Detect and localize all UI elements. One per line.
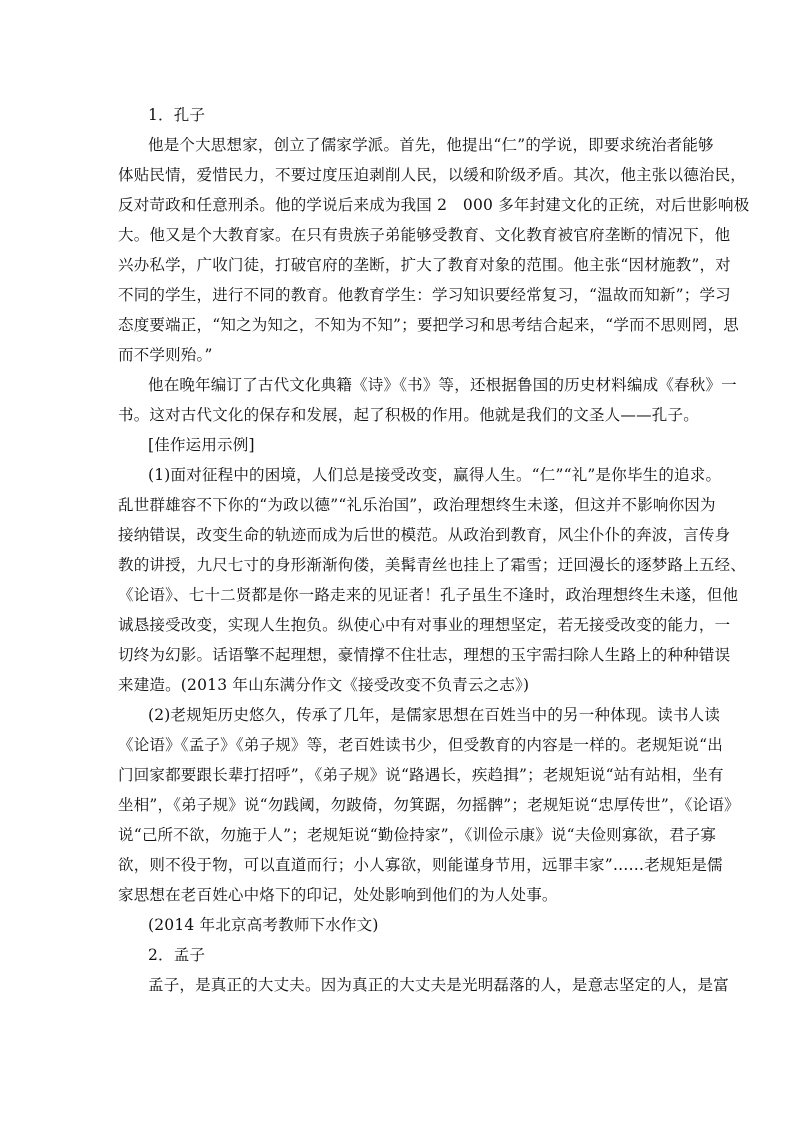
paragraph-line: 书。这对古代文化的保存和发展，起了积极的作用。他就是我们的文圣人——孔子。 <box>118 406 699 424</box>
paragraph-line: 兴办私学，广收门徒，打破官府的垄断，扩大了教育对象的范围。他主张“因材施教”，对 <box>118 256 731 274</box>
paragraph-line: 而不学则殆。” <box>118 346 213 364</box>
paragraph-line: 他是个大思想家，创立了儒家学派。首先，他提出“仁”的学说，即要求统治者能够 <box>148 136 714 154</box>
paragraph-line: 说“己所不欲，勿施于人”；老规矩说“勤俭持家”，《训俭示康》说“夫俭则寡欲，君子寡 <box>118 826 717 844</box>
paragraph-line: 他在晚年编订了古代文化典籍《诗》《书》等，还根据鲁国的历史材料编成《春秋》一 <box>148 376 737 394</box>
section-heading-confucius: 1．孔子 <box>148 106 206 124</box>
paragraph-line: 欲，则不役于物，可以直道而行；小人寡欲，则能谨身节用，远罪丰家”……老规矩是儒 <box>118 856 723 874</box>
example-heading: [佳作运用示例] <box>148 436 255 454</box>
paragraph-line: 大。他又是个大教育家。在只有贵族子弟能够受教育、文化教育被官府垄断的情况下，他 <box>118 226 731 244</box>
paragraph-line: 切终为幻影。话语擎不起理想，豪情撑不住壮志，理想的玉宇需扫除人生路上的种种错误 <box>118 646 731 664</box>
paragraph-line: 《论语》、七十二贤都是你一路走来的见证者！孔子虽生不逢时，政治理想终生未遂，但他 <box>118 586 739 604</box>
paragraph-line: 不同的学生，进行不同的教育。他教育学生：学习知识要经常复习，“温故而知新”；学习 <box>118 286 731 304</box>
paragraph-line: 孟子，是真正的大丈夫。因为真正的大丈夫是光明磊落的人，是意志坚定的人，是富 <box>148 976 729 994</box>
paragraph-line: 态度要端正，“知之为知之，不知为不知”；要把学习和思考结合起来，“学而不思则罔，思 <box>118 316 739 334</box>
paragraph-line: 反对苛政和任意刑杀。他的学说后来成为我国 2 000 多年封建文化的正统，对后世影响极 <box>118 196 750 214</box>
paragraph-line: 坐相”，《弟子规》说“勿践阈，勿跛倚，勿箕踞，勿摇髀”；老规矩说“忠厚传世”，《论语》 <box>118 796 740 814</box>
paragraph-line: 诚恳接受改变，实现人生抱负。纵使心中有对事业的理想坚定，若无接受改变的能力，一 <box>118 616 731 634</box>
paragraph-line: 门回家都要跟长辈打招呼”，《弟子规》说“路遇长，疾趋揖”；老规矩说“站有站相，坐有 <box>118 766 724 784</box>
paragraph-line: 体贴民情，爱惜民力，不要过度压迫剥削人民，以缓和阶级矛盾。其次，他主张以德治民， <box>118 166 747 184</box>
paragraph-line: 《论语》《孟子》《弟子规》等，老百姓读书少，但受教育的内容是一样的。老规矩说“出 <box>118 736 723 754</box>
paragraph-line: (1)面对征程中的困境，人们总是接受改变，赢得人生。“仁”“礼”是你毕生的追求。 <box>148 466 722 484</box>
source-citation: (2014 年北京高考教师下水作文) <box>148 916 379 934</box>
paragraph-line: 家思想在老百姓心中烙下的印记，处处影响到他们的为人处事。 <box>118 886 558 904</box>
paragraph-line: 来建造。(2013 年山东满分作文《接受改变不负青云之志》) <box>118 676 530 694</box>
paragraph-line: 教的讲授，九尺七寸的身形渐渐佝偻，美髯青丝也挂上了霜雪；迂回漫长的逐梦路上五经、 <box>118 556 747 574</box>
section-heading-mencius: 2．孟子 <box>148 946 206 964</box>
paragraph-line: (2)老规矩历史悠久，传承了几年，是儒家思想在百姓当中的另一种体现。读书人读 <box>148 706 721 724</box>
document-page <box>118 100 750 1000</box>
paragraph-line: 接纳错误，改变生命的轨迹而成为后世的模范。从政治到教育，风尘仆仆的奔波，言传身 <box>118 526 731 544</box>
paragraph-line: 乱世群雄容不下你的“为政以德”“礼乐治国”，政治理想终生未遂，但这并不影响你因为 <box>118 496 716 514</box>
